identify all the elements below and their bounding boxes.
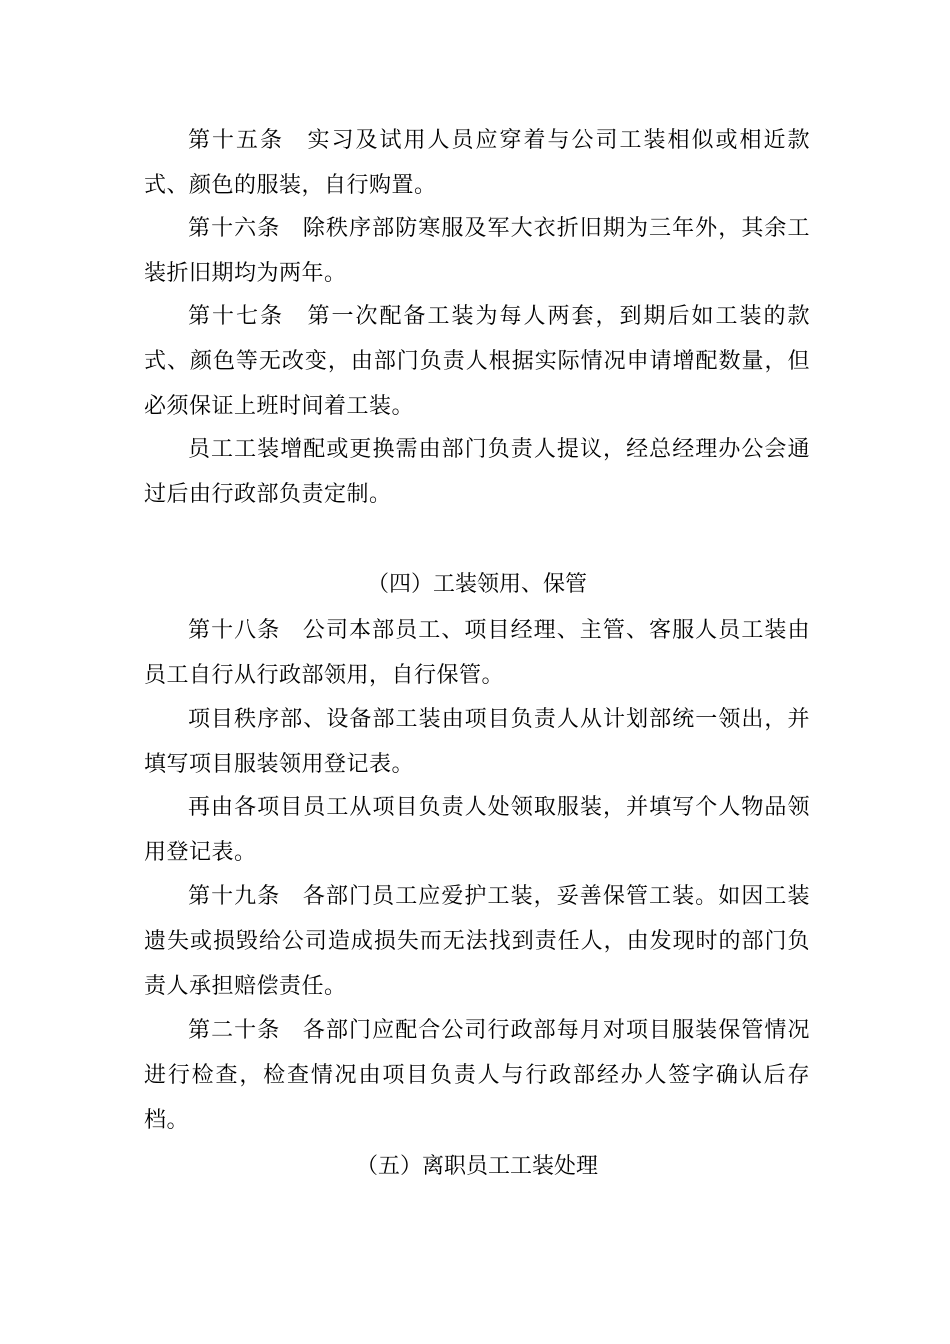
uniform-reissue-text: 员工工装增配或更换需由部门负责人提议，经总经理办公会通过后由行政部负责定制。 <box>144 437 810 507</box>
article-20-number: 第二十条 <box>188 1018 281 1043</box>
project-uniform-text: 项目秩序部、设备部工装由项目负责人从计划部统一领出，并填写项目服装领用登记表。 <box>144 707 810 777</box>
article-17-text: 第一次配备工装为每人两套，到期后如工装的款式、颜色等无改变，由部门负责人根据实际情况申请增配数量，但必须保证上班时间着工装。 <box>144 304 810 419</box>
article-15-number: 第十五条 <box>188 128 284 153</box>
article-18-text: 公司本部员工、项目经理、主管、客服人员工装由员工自行从行政部领用，自行保管。 <box>144 618 810 688</box>
section-four-heading: （四）工装领用、保管 <box>366 572 587 597</box>
article-18-paragraph <box>144 608 810 698</box>
employee-collect-text: 再由各项目员工从项目负责人处领取服装，并填写个人物品领用登记表。 <box>144 795 810 865</box>
article-19-paragraph <box>144 874 810 1009</box>
article-16-paragraph <box>144 206 810 296</box>
employee-collect-paragraph <box>144 785 810 875</box>
article-20-paragraph <box>144 1008 810 1143</box>
article-15-paragraph <box>144 118 810 208</box>
article-19-number: 第十九条 <box>188 884 281 909</box>
section-five-heading: （五）离职员工工装处理 <box>355 1154 598 1179</box>
article-16-number: 第十六条 <box>188 216 281 241</box>
uniform-reissue-paragraph <box>144 427 810 517</box>
project-uniform-paragraph <box>144 697 810 787</box>
article-19-text: 各部门员工应爱护工装，妥善保管工装。如因工装遗失或损毁给公司造成损失而无法找到责任人，由发现时的部门负责人承担赔偿责任。 <box>144 884 810 999</box>
article-18-number: 第十八条 <box>188 618 281 643</box>
article-17-paragraph <box>144 294 810 429</box>
article-17-number: 第十七条 <box>188 304 284 329</box>
article-15-text: 实习及试用人员应穿着与公司工装相似或相近款式、颜色的服装，自行购置。 <box>144 128 810 198</box>
article-20-text: 各部门应配合公司行政部每月对项目服装保管情况进行检查，检查情况由项目负责人与行政部经办人签字确认后存档。 <box>144 1018 810 1133</box>
article-16-text: 除秩序部防寒服及军大衣折旧期为三年外，其余工装折旧期均为两年。 <box>144 216 810 286</box>
